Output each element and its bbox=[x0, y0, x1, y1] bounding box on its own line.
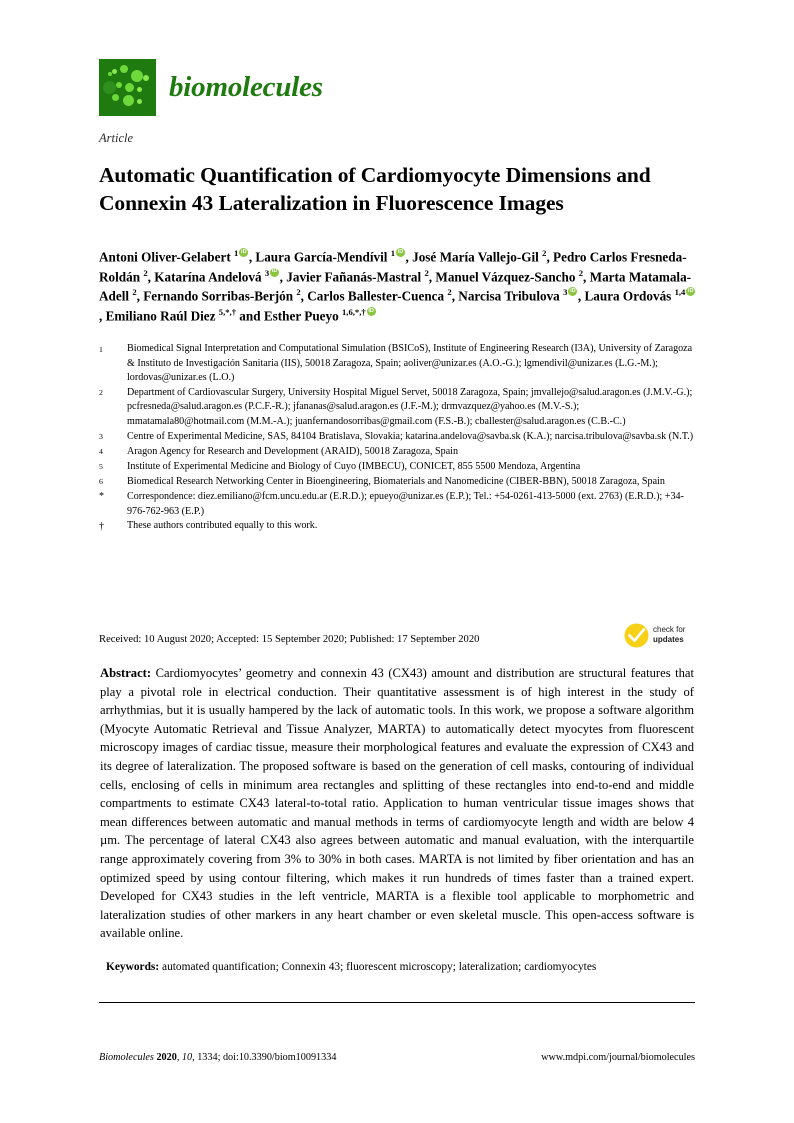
affiliation-text: Department of Cardiovascular Surgery, University Hospital Miguel Servet, 50018 Zaragoza, Spain; jmvallejo@salud.aragon.es (J.M.V.-G.); pcfresneda@salud.aragon.es (P.C.F.-R.); jfananas@salud.aragon.es (J.F.-M.); drmvazquez@yahoo.es (M.V.-S.); mmatamala80@hotmail.com (M.M.-A.); juanfernandosorribas@gmail.com (F.S.-B.); cballester@salud.aragon.es (C.B.-C.) bbox=[127, 386, 693, 427]
affiliation-marker: 4 bbox=[99, 447, 103, 457]
author-list: Antoni Oliver-Gelabert $^1$ iD , Laura García-Mendívil $^1$ iD , José María Vallejo-Gil $^2$, Pedro Carlos Fresneda-Roldán $^2$, Katarína Andelová $^3$ iD , Javier Fañanás-Mastral $^2$, Manuel Vázquez-Sancho $^2$, Marta Matamala-Adell $^2$, Fernando Sorribas-Berjón $^2$, Carlos Ballester-Cuenca $^2$, Narcisa Tribulova $^3$ iD , Laura Ordovás $^{1,4}$iD, Emiliano Raúl Diez $^{5,*,\dagger}$ and Esther Pueyo $^{1,6,*,\dagger}$iD bbox=[99, 247, 699, 326]
affiliation-item bbox=[99, 445, 695, 460]
affiliation-marker: * bbox=[99, 491, 104, 503]
footer-pages: 1334 bbox=[197, 1052, 218, 1063]
affiliation-item bbox=[99, 475, 695, 490]
abstract-section bbox=[100, 664, 694, 943]
affiliation-item bbox=[99, 490, 695, 519]
affiliation-marker: 5 bbox=[99, 462, 103, 472]
footer-journal-name: Biomolecules bbox=[99, 1052, 154, 1063]
footer-citation: Biomolecules 2020, 10, 1334; doi:10.3390/biom10091334 bbox=[99, 1052, 337, 1063]
affiliation-text: Correspondence: diez.emiliano@fcm.uncu.edu.ar (E.R.D.); epueyo@unizar.es (E.P.); Tel.: +54-0261-413-5000 (ext. 2763) (E.R.D.); +34-976-762-963 (E.P.) bbox=[127, 490, 684, 517]
affiliation-item bbox=[99, 342, 695, 386]
keywords-text: automated quantification; Connexin 43; fluorescent microscopy; lateralization; cardiomyocytes bbox=[162, 961, 597, 973]
footer-year: 2020 bbox=[156, 1052, 177, 1063]
footer-divider bbox=[99, 1002, 695, 1003]
footer-url[interactable]: www.mdpi.com/journal/biomolecules bbox=[541, 1052, 695, 1063]
check-for-updates-text bbox=[653, 625, 685, 645]
affiliation-text: Centre of Experimental Medicine, SAS, 84104 Bratislava, Slovakia; katarina.andelova@savba.sk (K.A.); narcisa.tribulova@savba.sk (N.T.) bbox=[127, 430, 694, 442]
check-for-updates-badge[interactable] bbox=[624, 618, 714, 652]
affiliation-marker: 6 bbox=[99, 477, 103, 487]
affiliation-text: Biomedical Signal Interpretation and Computational Simulation (BSICoS), Institute of Engineering Research (I3A), University of Zaragoza & Instituto de Investigación Sanitaria (IIS), 50018 Zaragoza, Spain; aoliver@unizar.es (A.O.-G.); lgmendivil@unizar.es (L.G.-M.); lordovas@unizar.es (L.O.) bbox=[127, 343, 693, 384]
biomolecules-logo-icon bbox=[99, 59, 156, 116]
article-type-label: Article bbox=[99, 131, 134, 145]
journal-title: biomolecules bbox=[169, 70, 323, 103]
affiliation-text: Biomedical Research Networking Center in Bioengineering, Biomaterials and Nanomedicine (CIBER-BBN), 50018 Zaragoza, Spain bbox=[127, 475, 665, 487]
affiliation-list bbox=[99, 342, 695, 534]
check-circle-icon bbox=[624, 623, 649, 648]
abstract-text: Cardiomyocytes’ geometry and connexin 43 (CX43) amount and distribution are structural features that play a pivotal role in electrical conduction. Their quantitative assessment is of high interest in the study of arrhythmias, but it is usually hampered by the lack of automatic tools. In this work, we propose a software algorithm (Myocyte Automatic Retrieval and Tissue Analyzer, MARTA) to automatically detect myocytes from fluorescent microscopy images of cardiac tissue, measure their morphological features and evaluate the expression of CX43 and its degree of lateralization. The proposed software is based on the generation of cell masks, contouring of individual cells, enclosing of cells in minimum area rectangles and splitting of these rectangles into end-to-end and middle compartments to estimate CX43 lateral-to-total ratio. Application to human ventricular tissue images shows that mean differences between automatic and manual methods in terms of cardiomyocyte length and width are below 4 µm. The percentage of lateral CX43 also agrees between automatic and manual evaluation, with the interquartile range approximately covering from 3% to 30% in both cases. MARTA is not limited by fiber orientation and has an optimized speed by using contour filtering, which makes it run hundreds of times faster than a trained expert. Developed for CX43 studies in the left ventricle, MARTA is a flexible tool applicable to morphometric and lateralization studies of other markers in any heart chamber or even skeletal muscle. This open-access software is available online. bbox=[100, 666, 694, 941]
affiliation-item bbox=[99, 460, 695, 475]
footer-doi: doi:10.3390/biom10091334 bbox=[222, 1052, 337, 1063]
footer-volume: 10 bbox=[181, 1052, 193, 1063]
keywords-label: Keywords: bbox=[106, 961, 160, 973]
affiliation-text: Institute of Experimental Medicine and Biology of Cuyo (IMBECU), CONICET, 855 5500 Mendoza, Argentina bbox=[127, 460, 581, 472]
affiliation-item bbox=[99, 519, 695, 534]
affiliation-marker: 2 bbox=[99, 388, 103, 398]
cfu-line-2: updates bbox=[653, 635, 684, 644]
affiliation-marker: 1 bbox=[99, 344, 103, 354]
paper-title: Automatic Quantification of Cardiomyocyte Dimensions and Connexin 43 Lateralization in Fluorescence Images bbox=[99, 163, 651, 215]
cfu-line-1: check for bbox=[653, 625, 686, 634]
affiliation-item bbox=[99, 430, 695, 445]
abstract-label: Abstract: bbox=[100, 666, 152, 680]
affiliation-text: Aragon Agency for Research and Development (ARAID), 50018 Zaragoza, Spain bbox=[127, 445, 459, 457]
journal-masthead bbox=[99, 57, 323, 117]
keywords-section bbox=[106, 959, 694, 975]
affiliation-marker: † bbox=[99, 520, 104, 532]
affiliation-text: These authors contributed equally to this work. bbox=[127, 520, 318, 532]
page-footer bbox=[99, 1052, 695, 1063]
publication-dates: Received: 10 August 2020; Accepted: 15 September 2020; Published: 17 September 2020 bbox=[99, 634, 480, 645]
affiliation-marker: 3 bbox=[99, 432, 103, 442]
affiliation-item bbox=[99, 386, 695, 430]
